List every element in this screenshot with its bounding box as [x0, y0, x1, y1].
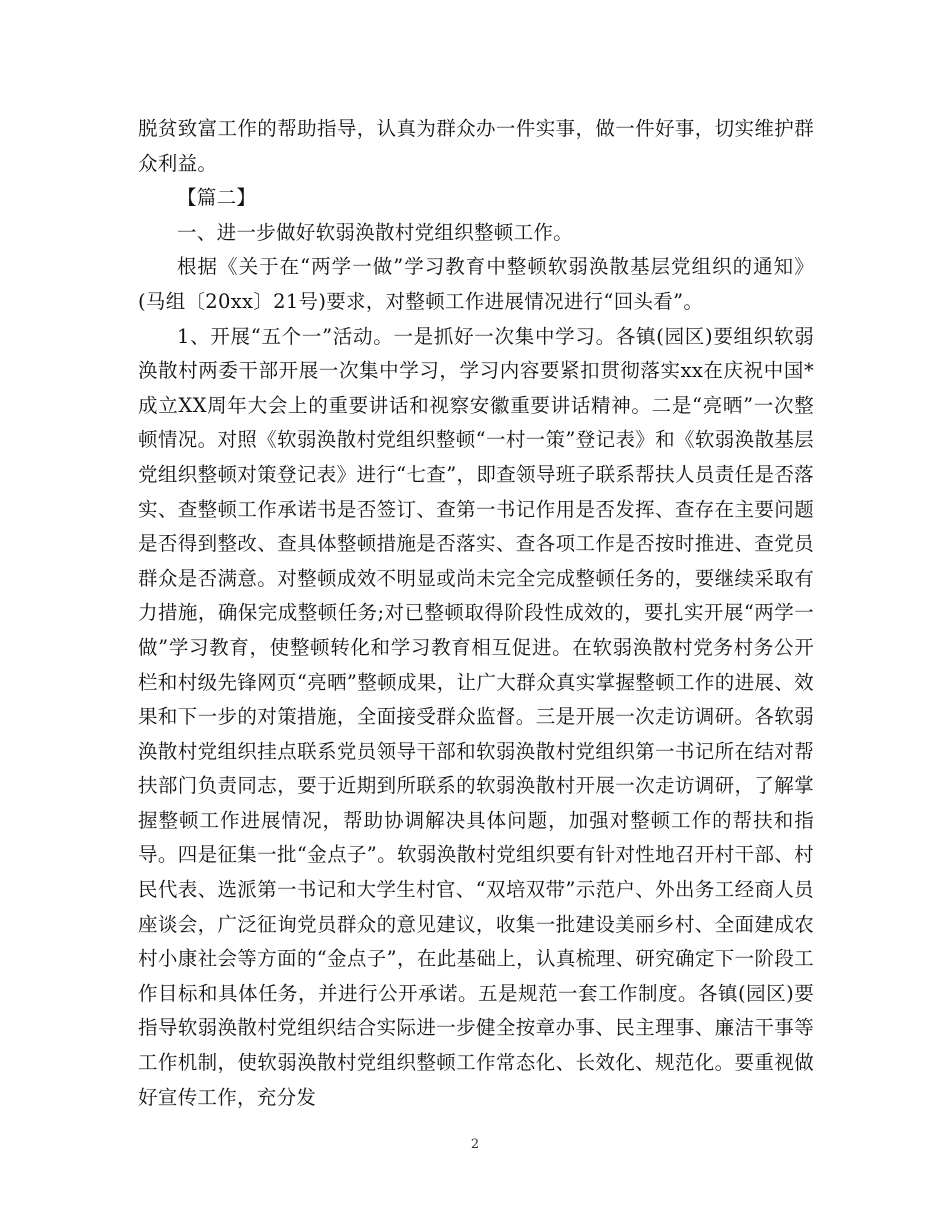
- paragraph-basis: 根据《关于在“两学一做”学习教育中整顿软弱涣散基层党组织的通知》(马组〔20xx〕21号)要求，对整顿工作进展情况进行“回头看”。: [138, 255, 814, 313]
- page-number: 2: [470, 1137, 480, 1152]
- document-body: [138, 112, 814, 1115]
- item-heading: 一、进一步做好软弱涣散村党组织整顿工作。: [177, 220, 574, 244]
- paragraph-five-ones: 1、开展“五个一”活动。一是抓好一次集中学习。各镇(园区)要组织软弱涣散村两委干部开展一次集中学习，学习内容要紧扣贯彻落实xx在庆祝中国*成立XX周年大会上的重要讲话和视察安徽重要讲话精神。二是“亮晒”一次整顿情况。对照《软弱涣散村党组织整顿“一村一策”登记表》和《软弱涣散基层党组织整顿对策登记表》进行“七查”，即查领导班子联系帮扶人员责任是否落实、查整顿工作承诺书是否签订、查第一书记作用是否发挥、查存在主要问题是否得到整改、查具体整顿措施是否落实、查各项工作是否按时推进、查党员群众是否满意。对整顿成效不明显或尚未完全完成整顿任务的，要继续采取有力措施，确保完成整顿任务;对已整顿取得阶段性成效的，要扎实开展“两学一做”学习教育，使整顿转化和学习教育相互促进。在软弱涣散村党务村务公开栏和村级先锋网页“亮晒”整顿成果，让广大群众真实掌握整顿工作的进展、效果和下一步的对策措施，全面接受群众监督。三是开展一次走访调研。各软弱涣散村党组织挂点联系党员领导干部和软弱涣散村党组织第一书记所在结对帮扶部门负责同志，要于近期到所联系的软弱涣散村开展一次走访调研，了解掌握整顿工作进展情况，帮助协调解决具体问题，加强对整顿工作的帮扶和指导。四是征集一批“金点子”。软弱涣散村党组织要有针对性地召开村干部、村民代表、选派第一书记和大学生村官、“双培双带”示范户、外出务工经商人员座谈会，广泛征询党员群众的意见建议，收集一批建设美丽乡村、全面建成农村小康社会等方面的“金点子”，在此基础上，认真梳理、研究确定下一阶段工作目标和具体任务，并进行公开承诺。五是规范一套工作制度。各镇(园区)要指导软弱涣散村党组织结合实际进一步健全按章办事、民主理事、廉洁干事等工作机制，使软弱涣散村党组织整顿工作常态化、长效化、规范化。要重视做好宣传工作，充分发: [138, 324, 814, 1109]
- paragraph-continuation: 脱贫致富工作的帮助指导，认真为群众办一件实事，做一件好事，切实维护群众利益。: [138, 117, 814, 175]
- section-heading-part-two: 【篇二】: [177, 186, 257, 210]
